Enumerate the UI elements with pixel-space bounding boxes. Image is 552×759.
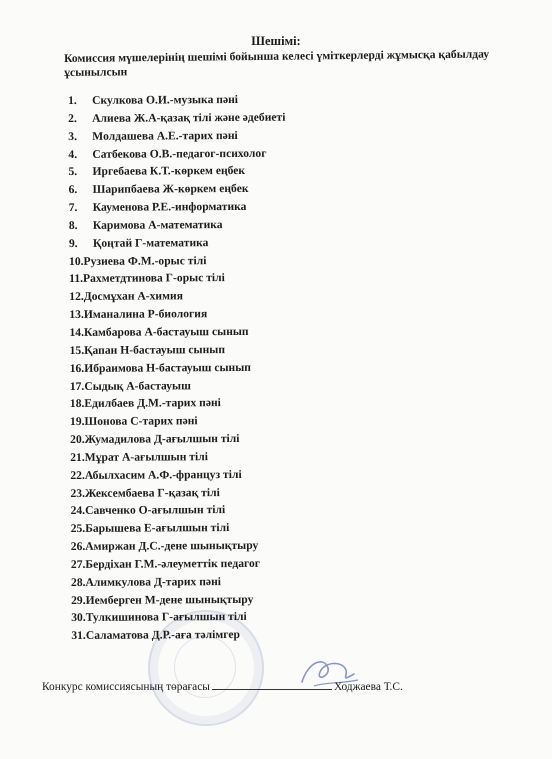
list-item bbox=[69, 197, 449, 217]
list-item-text: Молдашева А.Е.-тарих пәні bbox=[92, 128, 238, 143]
list-item-number: 5. bbox=[68, 165, 78, 179]
list-item bbox=[70, 429, 450, 449]
list-item-text: Каримова А-математика bbox=[92, 217, 223, 232]
list-item bbox=[70, 464, 450, 484]
list-item-number: 17. bbox=[69, 379, 85, 393]
list-item-text: Мұрат А-ағылшын тілі bbox=[84, 450, 208, 464]
list-item-text: Иргебаева К.Т.-көркем еңбек bbox=[92, 164, 246, 179]
list-item-text: Тулкишинова Г-ағылшын тілі bbox=[85, 610, 247, 625]
list-item-text: Жумадилова Д-ағылшын тілі bbox=[84, 431, 240, 446]
list-item-text: Скулкова О.И.-музыка пәні bbox=[92, 92, 239, 107]
list-item bbox=[71, 589, 451, 609]
list-item-text: Шонова С-тарих пәні bbox=[84, 414, 198, 429]
list-item-text: Барышева Е-ағылшын тілі bbox=[85, 521, 230, 536]
list-item-text: Сыдық А-бастауыш bbox=[84, 378, 191, 393]
list-item-number: 19. bbox=[69, 415, 85, 429]
list-item-number: 11. bbox=[69, 272, 84, 286]
list-item bbox=[68, 90, 448, 110]
list-item-text: Алиева Ж.А-қазақ тілі және әдебиеті bbox=[92, 110, 286, 125]
list-item bbox=[70, 357, 450, 377]
list-item bbox=[69, 304, 449, 324]
list-item bbox=[70, 375, 450, 395]
list-item-text: Жексембаева Г-қазақ тілі bbox=[84, 485, 220, 500]
list-item-number: 27. bbox=[70, 557, 86, 571]
candidate-list bbox=[68, 90, 451, 645]
list-item-text: Рузиева Ф.М.-орыс тілі bbox=[83, 253, 207, 268]
list-item-text: Шарипбаева Ж-көркем еңбек bbox=[92, 182, 249, 197]
list-item-text: Саламатова Д.Р.-аға тәлімгер bbox=[85, 628, 240, 643]
list-item-number: 26. bbox=[70, 539, 86, 554]
list-item bbox=[71, 500, 451, 520]
list-item-number: 31. bbox=[71, 629, 86, 643]
list-item-text: Қоңтай Г-математика bbox=[92, 235, 209, 250]
list-item-text: Абылхасим А.Ф.-француз тілі bbox=[84, 467, 242, 482]
list-item-number: 25. bbox=[70, 522, 86, 536]
list-item bbox=[70, 339, 450, 359]
list-item bbox=[71, 625, 451, 645]
list-item bbox=[69, 322, 449, 342]
list-item-number: 3. bbox=[68, 129, 78, 143]
list-item-number: 21. bbox=[70, 450, 85, 464]
list-item bbox=[69, 215, 449, 235]
list-item-text: Кауменова Р.Е.-информатика bbox=[92, 199, 247, 214]
list-item bbox=[68, 108, 448, 128]
signature-line bbox=[42, 681, 482, 693]
list-item-text: Қапан Н-бастауыш сынып bbox=[84, 342, 226, 357]
list-item bbox=[71, 607, 451, 627]
list-item bbox=[68, 125, 448, 145]
list-item-number: 9. bbox=[68, 236, 78, 250]
list-item-number: 12. bbox=[69, 290, 84, 304]
list-item-number: 24. bbox=[70, 504, 86, 518]
list-item-number: 1. bbox=[68, 93, 77, 107]
list-item-number: 15. bbox=[69, 343, 85, 357]
list-item bbox=[70, 447, 450, 467]
list-item-number: 4. bbox=[68, 147, 78, 161]
document-title: Шешімі: bbox=[251, 34, 301, 48]
list-item bbox=[69, 286, 449, 306]
list-item-number: 18. bbox=[69, 397, 85, 411]
list-item bbox=[69, 232, 449, 252]
list-item-number: 8. bbox=[68, 218, 78, 232]
list-item bbox=[69, 250, 449, 270]
document-intro: Комиссия мүшелерінің шешімі бойынша келесі үміткерлерді жұмысқа қабылдау ұсынылсын bbox=[64, 47, 490, 79]
chair-role: Конкурс комиссиясының төрағасы bbox=[42, 681, 210, 693]
list-item-text: Камбарова А-бастауыш сынып bbox=[83, 324, 249, 339]
list-item bbox=[68, 161, 448, 181]
list-item bbox=[69, 268, 449, 288]
list-item-number: 2. bbox=[68, 111, 77, 125]
list-item bbox=[70, 411, 450, 431]
list-item bbox=[71, 554, 451, 574]
list-item-number: 23. bbox=[70, 486, 85, 500]
list-item-number: 10. bbox=[68, 254, 84, 268]
list-item-number: 16. bbox=[69, 361, 85, 375]
list-item-text: Едилбаев Д.М.-тарих пәні bbox=[84, 396, 221, 411]
list-item-number: 20. bbox=[70, 432, 85, 447]
list-item-number: 7. bbox=[68, 201, 78, 215]
list-item-text: Иманалина Р-биология bbox=[83, 307, 208, 322]
list-item-text: Савченко О-ағылшын тілі bbox=[85, 503, 226, 518]
list-item-text: Иемберген М-дене шынықтыру bbox=[85, 592, 254, 607]
list-item-text: Алимкулова Д-тарих пәні bbox=[85, 574, 222, 589]
list-item-number: 30. bbox=[71, 611, 86, 625]
list-item-text: Амиржан Д.С.-дене шынықтыру bbox=[85, 538, 259, 553]
list-item-text: Рахметдтинова Г-орыс тілі bbox=[82, 271, 225, 286]
list-item-number: 6. bbox=[68, 183, 78, 197]
list-item-text: Сатбекова О.В.-педагог-психолог bbox=[92, 146, 267, 161]
list-item-number: 28. bbox=[70, 575, 86, 589]
list-item bbox=[70, 393, 450, 413]
list-item bbox=[69, 179, 449, 199]
list-item bbox=[71, 536, 451, 556]
list-item-number: 29. bbox=[71, 593, 86, 607]
list-item-text: Досмұхан А-химия bbox=[83, 289, 183, 304]
list-item bbox=[70, 482, 450, 502]
list-item-number: 22. bbox=[70, 468, 85, 482]
list-item bbox=[71, 518, 451, 538]
list-item-text: Ибраимова Н-бастауыш сынып bbox=[84, 360, 251, 375]
chair-name: Ходжаева Т.С. bbox=[333, 681, 403, 693]
list-item-number: 14. bbox=[69, 325, 85, 339]
list-item bbox=[68, 143, 448, 163]
signature-underline bbox=[212, 689, 332, 690]
list-item-number: 13. bbox=[69, 308, 84, 322]
list-item bbox=[71, 571, 451, 591]
list-item-text: Бердіхан Г.М.-әлеуметтік педагог bbox=[85, 556, 261, 571]
